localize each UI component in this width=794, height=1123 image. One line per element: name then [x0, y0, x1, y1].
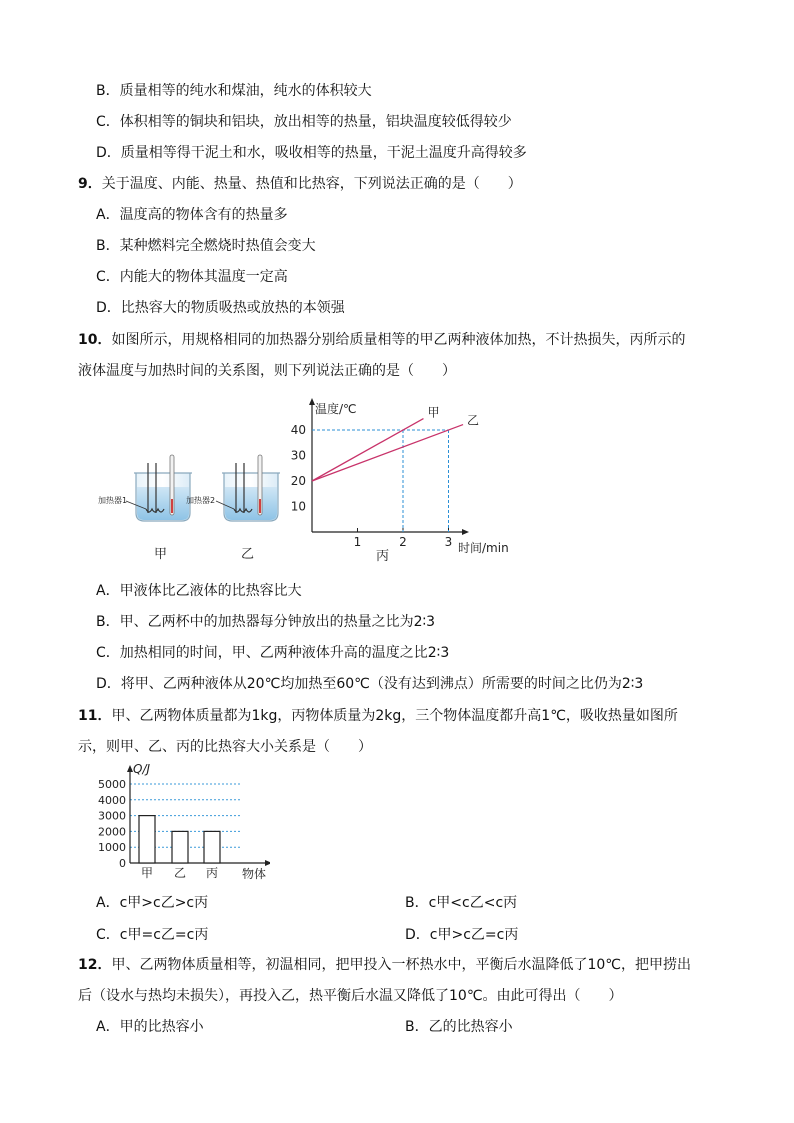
x-tick-label: 1 — [353, 535, 362, 549]
q12-stem-line1 — [78, 955, 691, 975]
q10-option-d: D．将甲、乙两种液体从20℃均加热至60℃（没有达到沸点）所需要的时间之比仍为2∶3 — [96, 676, 644, 692]
q12-stem-line2: 后（设水与热均未损失），再投入乙，热平衡后水温又降低了10℃。由此可得出（ ） — [78, 988, 623, 1004]
y-tick-label: 3000 — [98, 809, 126, 823]
q11-number: 11． — [78, 708, 112, 724]
y-tick-label: 4000 — [98, 793, 126, 807]
q12-option-b: B．乙的比热容小 — [405, 1019, 513, 1035]
q12-option-a: A．甲的比热容小 — [96, 1019, 204, 1035]
q9-option-c: C．内能大的物体其温度一定高 — [96, 269, 288, 285]
q10-number: 10． — [78, 332, 112, 348]
x-axis-label: 时间/min — [458, 541, 509, 555]
q10-stem-line1 — [78, 330, 685, 350]
q8-option-c: C．体积相等的铜块和铝块，放出相等的热量，铝块温度较低得较少 — [96, 114, 512, 130]
y-tick-label: 20 — [290, 474, 306, 488]
q10-option-b: B．甲、乙两杯中的加热器每分钟放出的热量之比为2∶3 — [96, 614, 436, 630]
y-tick-label: 1000 — [98, 841, 126, 855]
x-tick-label: 3 — [444, 535, 453, 549]
caption-jia: 甲 — [154, 547, 168, 562]
y-tick-label: 10 — [290, 499, 306, 514]
x-axis-label: 物体 — [242, 867, 267, 881]
bar-category-label: 丙 — [205, 866, 219, 880]
y-tick-label: 2000 — [98, 825, 126, 839]
y-tick-label: 5000 — [98, 778, 126, 791]
caption-bing: 丙 — [376, 549, 390, 564]
q11-stem-text-1: 甲、乙两物体质量都为1kg，丙物体质量为2kg，三个物体温度都升高1℃，吸收热量如图所 — [111, 708, 678, 724]
q11-option-c: C．c甲=c乙=c丙 — [96, 927, 209, 943]
bar-category-label: 乙 — [173, 866, 187, 880]
y-axis-label: Q/J — [133, 762, 151, 776]
series-jia-label: 甲 — [427, 405, 440, 420]
q12-stem-text-1: 甲、乙两物体质量相等，初温相同，把甲投入一杯热水中，平衡后水温降低了10℃，把甲捞出 — [111, 957, 692, 973]
q10-stem-text-1: 如图所示，用规格相同的加热器分别给质量相等的甲乙两种液体加热，不计热损失，丙所示的 — [111, 332, 686, 348]
caption-yi: 乙 — [241, 547, 255, 562]
bar — [204, 831, 220, 863]
series-yi-line — [312, 425, 463, 481]
q12-number: 12． — [78, 957, 112, 973]
temperature-time-chart — [291, 398, 509, 564]
q10-figure — [90, 395, 530, 570]
y-tick-label: 0 — [119, 857, 126, 870]
q11-stem-line1 — [78, 706, 678, 726]
y-axis-label: 温度/℃ — [315, 402, 357, 416]
q10-option-c: C．加热相同的时间，甲、乙两种液体升高的温度之比2∶3 — [96, 645, 450, 661]
q9-option-d: D．比热容大的物质吸热或放热的本领强 — [96, 300, 345, 316]
series-jia-line — [312, 419, 423, 481]
q9-number: 9． — [78, 176, 102, 192]
bar-category-label: 甲 — [140, 866, 154, 880]
y-tick-label: 40 — [290, 423, 306, 437]
beaker-2 — [216, 455, 280, 521]
q10-stem-line2: 液体温度与加热时间的关系图，则下列说法正确的是（ ） — [78, 363, 456, 379]
heater-1-label: 加热器1 — [98, 496, 128, 505]
x-axis-arrow — [265, 860, 270, 866]
q10-option-a: A．甲液体比乙液体的比热容比大 — [96, 583, 302, 599]
q8-option-b: B．质量相等的纯水和煤油，纯水的体积较大 — [96, 83, 372, 99]
q11-bar-chart — [90, 760, 270, 885]
q9-option-b: B．某种燃料完全燃烧时热值会变大 — [96, 238, 316, 254]
q9-stem-text: 关于温度、内能、热量、热值和比热容，下列说法正确的是（ ） — [101, 176, 522, 192]
series-yi-label: 乙 — [467, 413, 480, 428]
q11-option-b: B．c甲<c乙<c丙 — [405, 895, 518, 911]
q11-stem-line2: 示，则甲、乙、丙的比热容大小关系是（ ） — [78, 739, 372, 755]
q8-option-d: D．质量相等得干泥土和水，吸收相等的热量，干泥土温度升高得较多 — [96, 145, 527, 161]
y-tick-label: 30 — [290, 448, 306, 463]
q9-stem — [78, 174, 522, 194]
q11-option-a: A．c甲>c乙>c丙 — [96, 895, 209, 911]
heater-2-label: 加热器2 — [186, 496, 216, 505]
beaker-1 — [126, 455, 192, 521]
q9-option-a: A．温度高的物体含有的热量多 — [96, 207, 288, 223]
bar — [172, 831, 188, 863]
q11-option-d: D．c甲>c乙=c丙 — [405, 927, 519, 943]
x-axis-arrow — [462, 529, 469, 535]
bar — [139, 816, 155, 863]
x-tick-label: 2 — [399, 535, 407, 549]
